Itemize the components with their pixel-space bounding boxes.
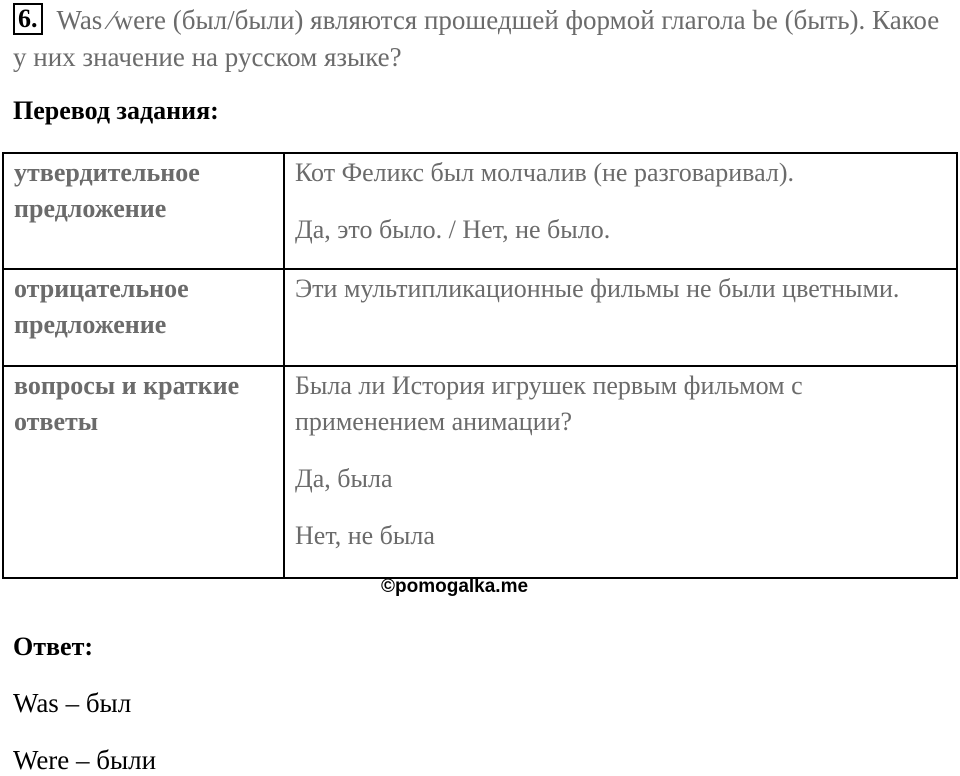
content-line: Да, это было. / Нет, не было. bbox=[295, 215, 611, 244]
table-row bbox=[3, 269, 957, 366]
task-text: Was ⁄were (был/были) являются прошедшей формой глагола be (быть). Какое у них значение на русском языке? bbox=[13, 5, 940, 72]
row-content bbox=[284, 269, 957, 366]
row-label-text: отрицательное предложение bbox=[14, 274, 189, 339]
grammar-table bbox=[2, 152, 958, 579]
table-row bbox=[3, 366, 957, 578]
answer-line: Were – были bbox=[13, 745, 157, 775]
row-label bbox=[3, 269, 284, 366]
row-label bbox=[3, 366, 284, 578]
content-line: Нет, не была bbox=[295, 521, 435, 550]
answer-heading: Ответ: bbox=[13, 632, 94, 661]
translation-heading: Перевод задания: bbox=[13, 96, 219, 125]
row-label bbox=[3, 153, 284, 269]
content-line: Эти мультипликационные фильмы не были цветными. bbox=[295, 274, 900, 303]
row-label-text: вопросы и краткие ответы bbox=[14, 371, 240, 436]
task-statement bbox=[13, 2, 948, 76]
task-number: 6. bbox=[13, 3, 43, 35]
row-content bbox=[284, 153, 957, 269]
content-line: Была ли История игрушек первым фильмом с применением анимации? bbox=[295, 371, 803, 436]
row-content bbox=[284, 366, 957, 578]
answer-line: Was – был bbox=[13, 688, 132, 718]
content-line: Кот Феликс был молчалив (не разговаривал). bbox=[295, 158, 794, 187]
content-line: Да, была bbox=[295, 464, 393, 493]
row-label-text: утвердительное предложение bbox=[14, 158, 200, 223]
copyright-notice: ©pomogalka.me bbox=[381, 576, 529, 597]
table-row bbox=[3, 153, 957, 269]
